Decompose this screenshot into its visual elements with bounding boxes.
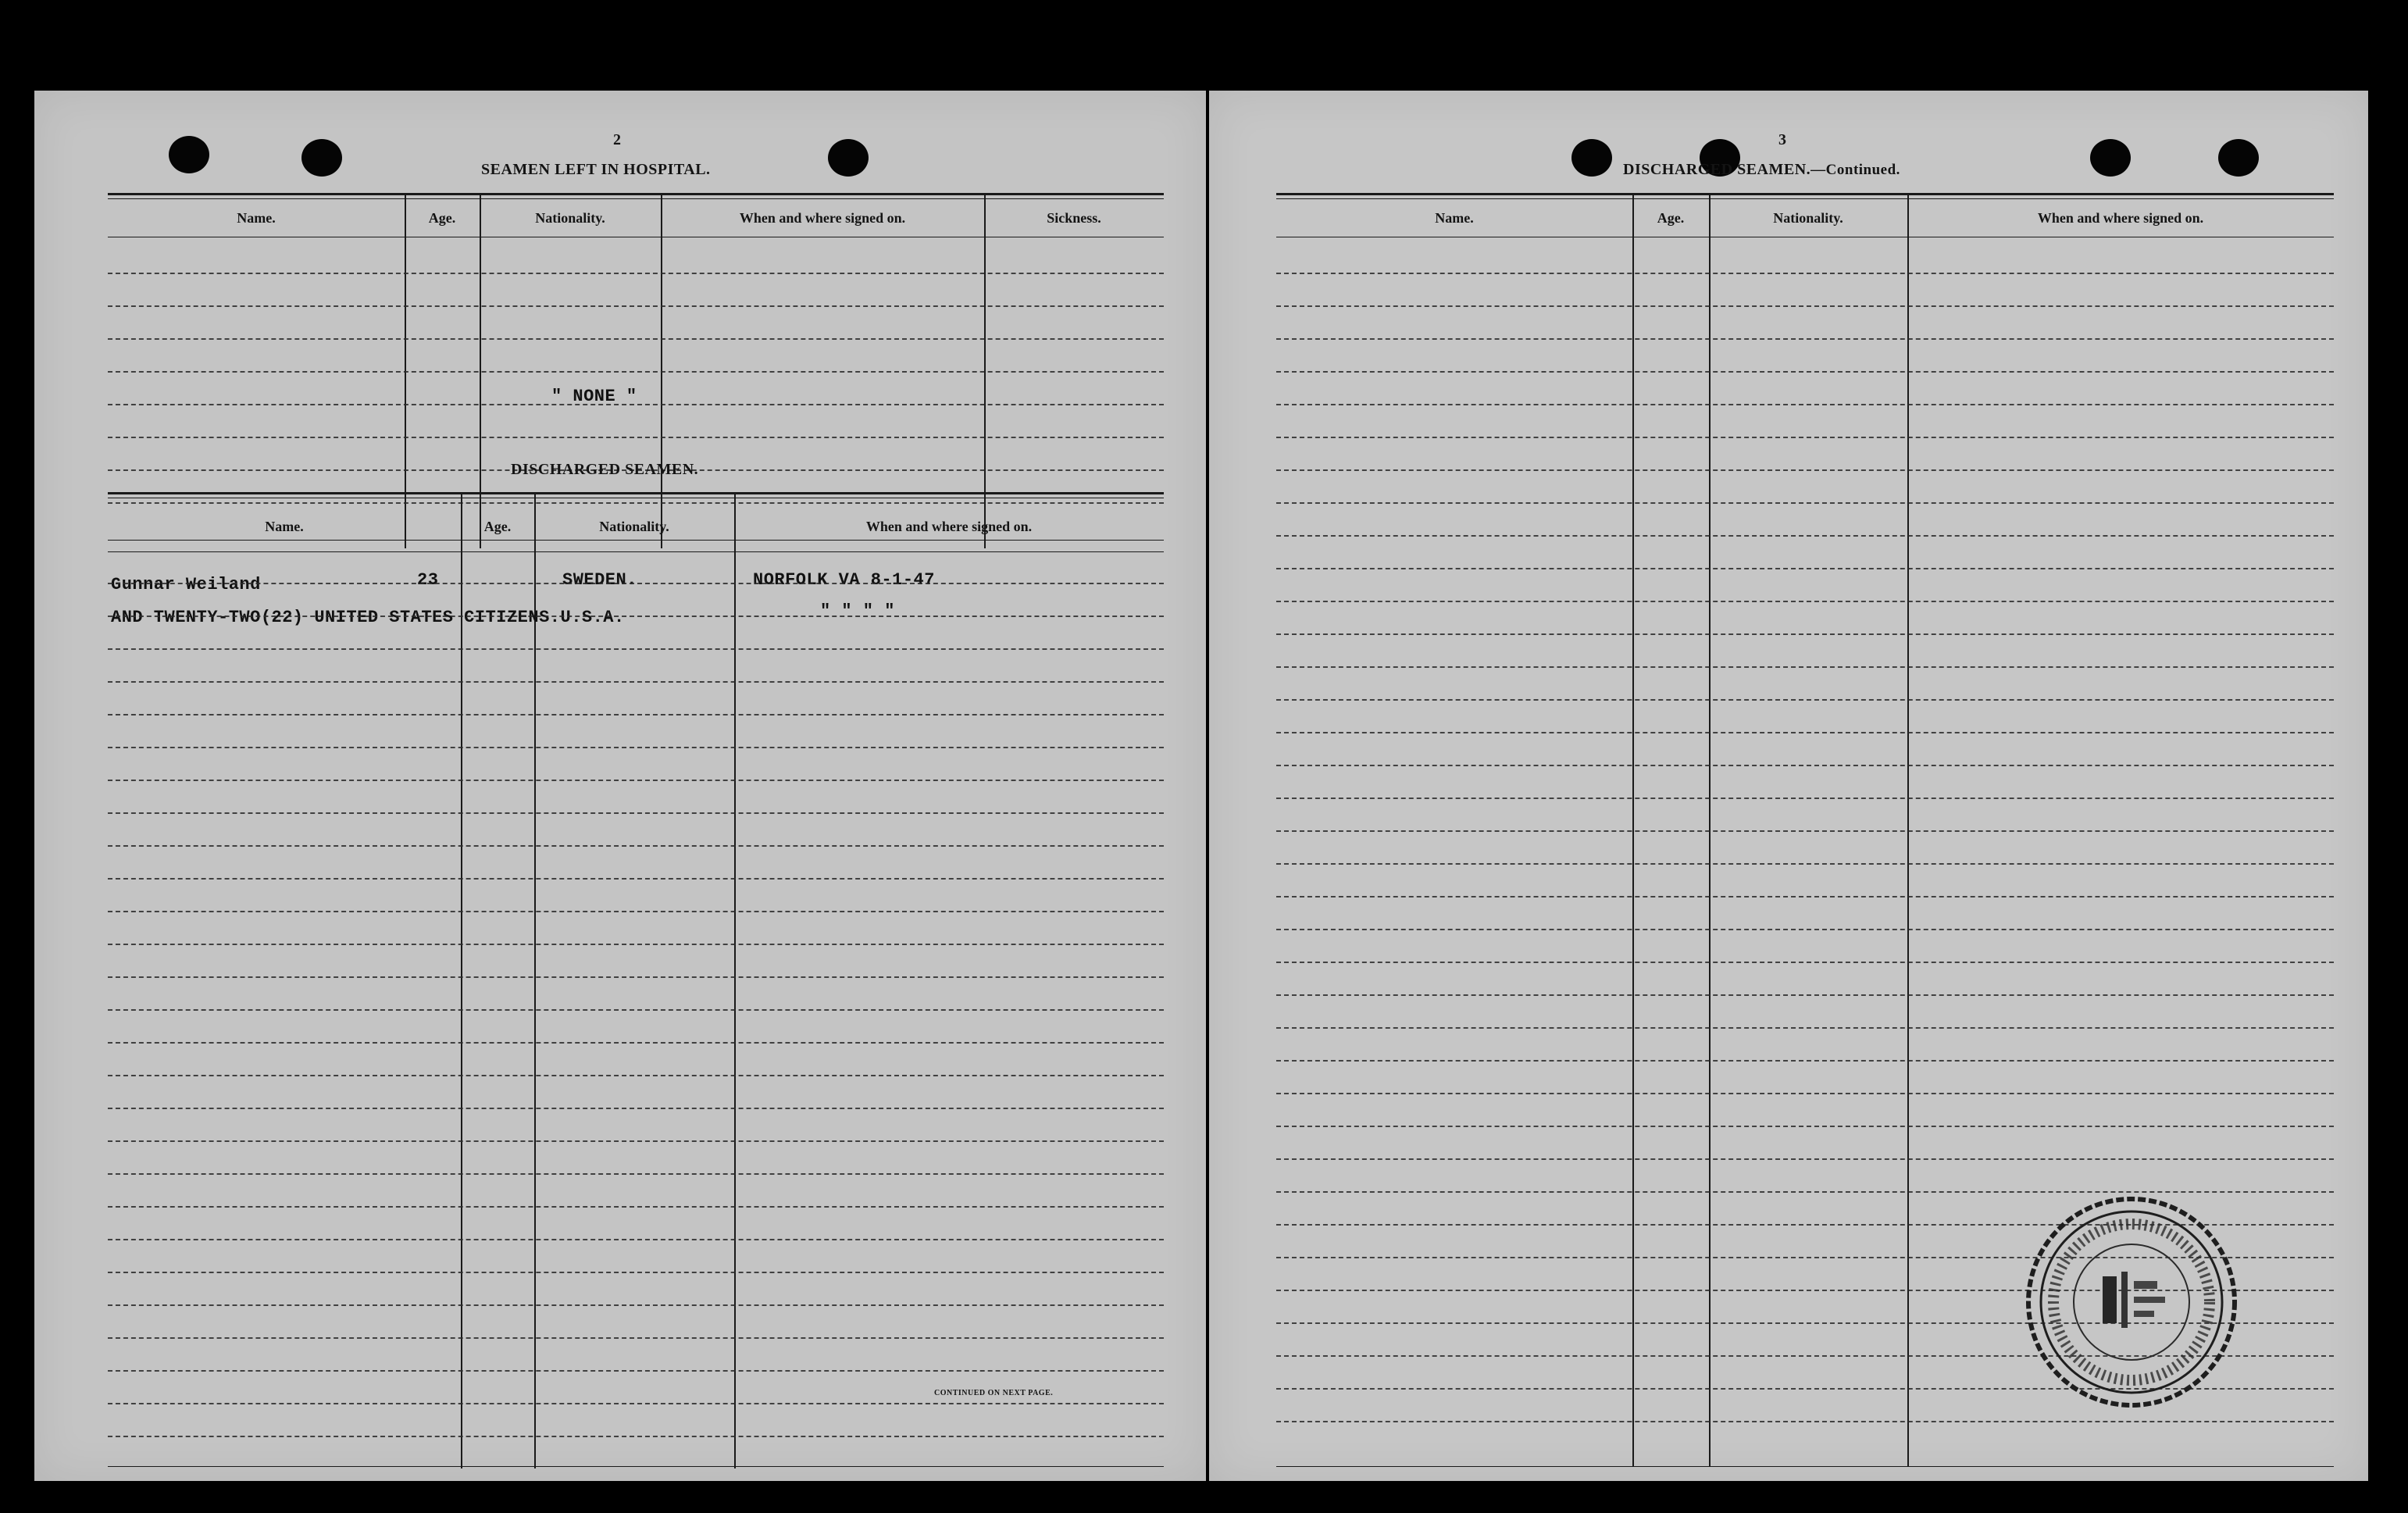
hospital-entry: " NONE " <box>551 387 637 406</box>
ledger-row-line <box>1276 601 2334 602</box>
circular-stamp-icon <box>2018 1189 2245 1415</box>
ledger-row-line <box>1276 699 2334 701</box>
discharged-table <box>108 492 1164 1472</box>
col-head-signed-on: When and where signed on. <box>739 210 906 226</box>
ledger-row-line <box>108 1239 1164 1240</box>
ledger-row-line <box>108 681 1164 683</box>
ledger-row-line <box>108 371 1164 373</box>
title-continued: —Continued. <box>1810 162 1900 178</box>
ledger-row-line <box>108 583 1164 584</box>
col-head-signed-on: When and where signed on. <box>865 519 1033 534</box>
ledger-row-line <box>108 812 1164 814</box>
ledger-row-line <box>108 976 1164 978</box>
continued-note: CONTINUED ON NEXT PAGE. <box>934 1389 1054 1397</box>
col-head-nationality: Nationality. <box>535 210 605 226</box>
ledger-row-line <box>1276 798 2334 799</box>
ledger-row-line <box>108 1370 1164 1372</box>
ledger-row-line <box>108 1108 1164 1109</box>
ledger-row-line <box>108 878 1164 880</box>
table-bottom-rule <box>108 1466 1164 1467</box>
table-bottom-rule <box>1276 1466 2334 1467</box>
column-divider <box>1709 193 1711 1466</box>
ledger-row-line <box>1276 962 2334 963</box>
ledger-row-line <box>1276 568 2334 569</box>
ledger-row-line <box>108 1403 1164 1404</box>
ledger-row-line <box>1276 1158 2334 1160</box>
ledger-row-line <box>108 714 1164 715</box>
page-number: 2 <box>613 131 621 148</box>
ledger-row-line <box>108 1337 1164 1339</box>
ledger-row-line <box>108 845 1164 847</box>
ledger-row-line <box>108 1436 1164 1437</box>
ledger-row-line <box>108 273 1164 274</box>
col-head-nationality: Nationality. <box>599 519 669 534</box>
ledger-row-line <box>1276 1421 2334 1422</box>
hospital-section-title: SEAMEN LEFT IN HOSPITAL. <box>481 161 711 178</box>
ledger-row-line <box>1276 502 2334 504</box>
col-head-age: Age. <box>1657 210 1685 226</box>
ledger-row-line <box>108 1304 1164 1306</box>
ledger-row-line <box>108 1075 1164 1076</box>
punch-hole <box>2218 139 2259 177</box>
ledger-row-line <box>1276 929 2334 930</box>
row-1-signed-on: NORFOLK VA 8-1-47 <box>753 570 935 590</box>
ledger-row-line <box>108 780 1164 781</box>
column-divider <box>534 492 536 1468</box>
col-head-name: Name. <box>1435 210 1474 226</box>
ledger-row-line <box>1276 371 2334 373</box>
punch-hole <box>1571 139 1612 177</box>
discharged-section-title: DISCHARGED SEAMEN. <box>511 461 699 478</box>
col-head-name: Name. <box>265 519 304 534</box>
ledger-row-line <box>1276 1126 2334 1127</box>
ledger-row-line <box>1276 273 2334 274</box>
ledger-row-line <box>1276 437 2334 438</box>
ledger-row-line <box>1276 1027 2334 1029</box>
row-1-age: 23 <box>417 570 439 590</box>
ledger-row-line <box>1276 666 2334 668</box>
ledger-row-line <box>108 1206 1164 1208</box>
ledger-row-line <box>1276 338 2334 340</box>
col-head-nationality: Nationality. <box>1773 210 1843 226</box>
title-main: DISCHARGED SEAMEN. <box>1623 161 1811 178</box>
col-head-sickness: Sickness. <box>1047 210 1101 226</box>
ledger-row-line <box>108 1272 1164 1273</box>
ledger-row-line <box>108 437 1164 438</box>
ledger-row-line <box>108 305 1164 307</box>
punch-hole <box>169 136 209 173</box>
right-page <box>1209 91 2368 1481</box>
ledger-row-line <box>1276 994 2334 996</box>
ledger-row-line <box>1276 765 2334 766</box>
ledger-row-line <box>108 648 1164 650</box>
ledger-row-line <box>108 1042 1164 1044</box>
punch-hole <box>301 139 342 177</box>
ledger-row-line <box>108 338 1164 340</box>
ledger-row-line <box>108 404 1164 405</box>
punch-hole <box>2090 139 2131 177</box>
row-1-name: Gunnar Weiland <box>111 575 261 594</box>
col-head-age: Age. <box>483 519 512 534</box>
row-2-name: AND TWENTY-TWO(22) UNITED STATES CITIZENS.U.S.A. <box>111 608 625 627</box>
row-2-signed-on: " " " " <box>820 601 895 621</box>
ledger-row-line <box>1276 896 2334 897</box>
punch-hole <box>828 139 869 177</box>
ledger-row-line <box>1276 863 2334 865</box>
ledger-row-line <box>1276 305 2334 307</box>
column-divider <box>461 492 462 1468</box>
header-rule <box>108 551 1164 552</box>
ledger-row-line <box>1276 633 2334 635</box>
ledger-row-line <box>1276 830 2334 832</box>
col-head-signed-on: When and where signed on. <box>2037 210 2204 226</box>
column-divider <box>1907 193 1909 1466</box>
column-divider <box>1632 193 1634 1466</box>
col-head-name: Name. <box>237 210 276 226</box>
ledger-row-line <box>1276 732 2334 733</box>
left-page <box>34 91 1206 1481</box>
ledger-row-line <box>108 911 1164 912</box>
ledger-row-line <box>108 747 1164 748</box>
ledger-row-line <box>108 616 1164 617</box>
ledger-row-line <box>1276 404 2334 405</box>
ledger-row-line <box>1276 1093 2334 1094</box>
ledger-row-line <box>108 1009 1164 1011</box>
ledger-row-line <box>1276 1060 2334 1062</box>
ledger-row-line <box>1276 469 2334 471</box>
ledger-row-line <box>108 944 1164 945</box>
column-divider <box>734 492 736 1468</box>
col-head-age: Age. <box>428 210 456 226</box>
ledger-row-line <box>1276 535 2334 537</box>
page-title <box>1623 161 1900 179</box>
row-1-nationality: SWEDEN. <box>562 570 637 590</box>
ledger-row-line <box>108 1173 1164 1175</box>
ledger-row-line <box>108 1140 1164 1142</box>
page-number: 3 <box>1778 131 1786 148</box>
